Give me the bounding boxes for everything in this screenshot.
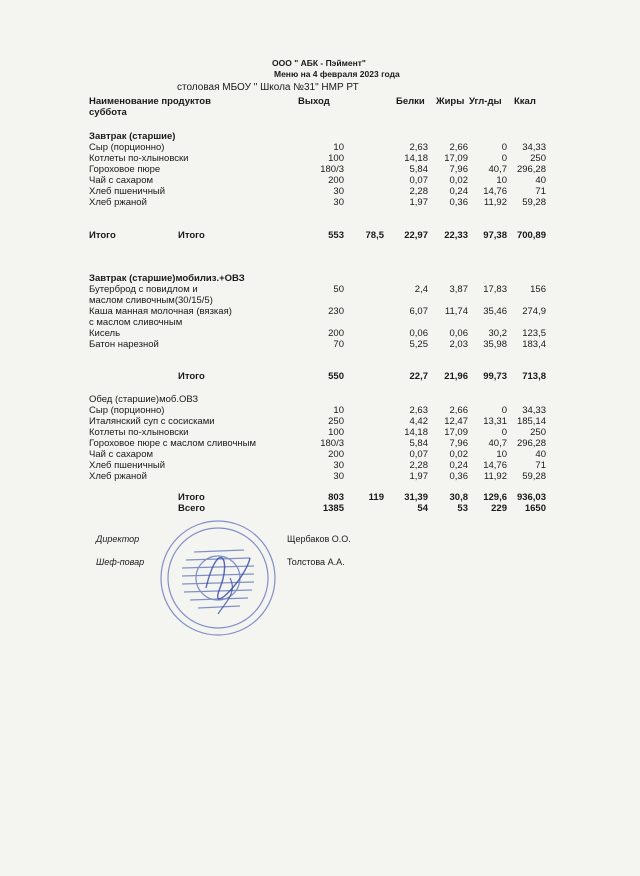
dish-name: Батон нарезной bbox=[89, 339, 159, 350]
dish-fat: 0,02 bbox=[449, 449, 468, 460]
dish-fat: 3,87 bbox=[449, 284, 468, 295]
dish-name-continued: с маслом сливочным bbox=[89, 317, 183, 328]
grand-total-kcal: 1650 bbox=[524, 503, 546, 514]
dish-carbs: 40,7 bbox=[488, 164, 507, 175]
dish-fat: 0,24 bbox=[449, 186, 468, 197]
col-carbs-header: Угл-ды bbox=[469, 96, 502, 107]
grand-total-fat: 53 bbox=[457, 503, 468, 514]
dish-kcal: 34,33 bbox=[522, 142, 546, 153]
dish-kcal: 296,28 bbox=[516, 164, 546, 175]
dish-kcal: 250 bbox=[530, 427, 546, 438]
dish-output: 100 bbox=[328, 427, 344, 438]
dish-fat: 12,47 bbox=[444, 416, 468, 427]
dish-carbs: 35,46 bbox=[483, 306, 507, 317]
total-protein: 22,7 bbox=[409, 371, 428, 382]
dish-kcal: 34,33 bbox=[522, 405, 546, 416]
dish-output: 30 bbox=[333, 460, 344, 471]
col-output-header: Выход bbox=[298, 96, 330, 107]
dish-protein: 0,07 bbox=[409, 449, 428, 460]
dish-fat: 0,02 bbox=[449, 175, 468, 186]
dish-protein: 14,18 bbox=[404, 427, 428, 438]
dish-fat: 0,06 bbox=[449, 328, 468, 339]
total-cost: 78,5 bbox=[365, 230, 384, 241]
dish-carbs: 0 bbox=[501, 153, 507, 164]
director-role: Директор bbox=[96, 534, 140, 544]
dish-carbs: 14,76 bbox=[483, 460, 507, 471]
dish-fat: 7,96 bbox=[449, 164, 468, 175]
section-title: Завтрак (старшие)мобилиз.+ОВЗ bbox=[89, 273, 245, 284]
dish-kcal: 185,14 bbox=[516, 416, 546, 427]
dish-fat: 17,09 bbox=[444, 153, 468, 164]
dish-protein: 2,63 bbox=[409, 142, 428, 153]
company-name: ООО " АБК - Пэймент" bbox=[272, 58, 366, 68]
col-fat-header: Жиры bbox=[436, 96, 465, 107]
dish-name: Котлеты по-хлыновски bbox=[89, 427, 189, 438]
dish-carbs: 11,92 bbox=[483, 471, 507, 482]
dish-kcal: 71 bbox=[535, 186, 546, 197]
dish-name: Котлеты по-хлыновски bbox=[89, 153, 189, 164]
dish-output: 250 bbox=[328, 416, 344, 427]
total-fat: 22,33 bbox=[444, 230, 468, 241]
dish-name: Каша манная молочная (вязкая) bbox=[89, 306, 232, 317]
total-protein: 31,39 bbox=[404, 492, 428, 503]
day-label: суббота bbox=[89, 107, 127, 118]
dish-output: 100 bbox=[328, 153, 344, 164]
dish-protein: 6,07 bbox=[409, 306, 428, 317]
total-kcal: 700,89 bbox=[516, 230, 546, 241]
dish-carbs: 13,31 bbox=[483, 416, 507, 427]
dish-output: 30 bbox=[333, 471, 344, 482]
dish-kcal: 40 bbox=[535, 449, 546, 460]
dish-output: 10 bbox=[333, 142, 344, 153]
total-label: Итого bbox=[178, 492, 205, 503]
dish-fat: 2,66 bbox=[449, 405, 468, 416]
dish-name-continued: маслом сливочным(30/15/5) bbox=[89, 295, 213, 306]
dish-kcal: 156 bbox=[530, 284, 546, 295]
dish-output: 200 bbox=[328, 449, 344, 460]
dish-name: Бутерброд с повидлом и bbox=[89, 284, 198, 295]
dish-protein: 4,42 bbox=[409, 416, 428, 427]
director-name: Щербаков О.О. bbox=[287, 534, 351, 544]
dish-carbs: 17,83 bbox=[483, 284, 507, 295]
col-protein-header: Белки bbox=[396, 96, 425, 107]
section-title: Обед (старшие)моб.ОВЗ bbox=[89, 394, 199, 405]
dish-protein: 5,84 bbox=[409, 164, 428, 175]
dish-name: Чай с сахаром bbox=[89, 175, 154, 186]
dish-kcal: 59,28 bbox=[522, 471, 546, 482]
dish-output: 30 bbox=[333, 186, 344, 197]
dish-name: Италянский суп с сосисками bbox=[89, 416, 215, 427]
dish-kcal: 123,5 bbox=[522, 328, 546, 339]
col-kcal-header: Ккал bbox=[514, 96, 536, 107]
dish-kcal: 71 bbox=[535, 460, 546, 471]
grand-total-protein: 54 bbox=[417, 503, 428, 514]
dish-fat: 0,36 bbox=[449, 471, 468, 482]
dish-carbs: 11,92 bbox=[483, 197, 507, 208]
dish-output: 30 bbox=[333, 197, 344, 208]
total-output: 550 bbox=[328, 371, 344, 382]
dish-kcal: 40 bbox=[535, 175, 546, 186]
dish-output: 10 bbox=[333, 405, 344, 416]
col-name-header: Наименование продуктов bbox=[89, 96, 211, 107]
dish-protein: 1,97 bbox=[409, 197, 428, 208]
dish-protein: 2,4 bbox=[414, 284, 428, 295]
dish-carbs: 10 bbox=[496, 449, 507, 460]
dish-carbs: 40,7 bbox=[488, 438, 507, 449]
dish-carbs: 0 bbox=[501, 142, 507, 153]
dish-kcal: 274,9 bbox=[522, 306, 546, 317]
dish-output: 200 bbox=[328, 175, 344, 186]
dish-protein: 5,25 bbox=[409, 339, 428, 350]
dish-name: Кисель bbox=[89, 328, 121, 339]
total-output: 803 bbox=[328, 492, 344, 503]
total-carbs: 97,38 bbox=[483, 230, 507, 241]
dish-output: 70 bbox=[333, 339, 344, 350]
dish-protein: 14,18 bbox=[404, 153, 428, 164]
total-label: Итого bbox=[89, 230, 116, 241]
dish-fat: 0,24 bbox=[449, 460, 468, 471]
dish-protein: 2,28 bbox=[409, 460, 428, 471]
grand-total-output: 1385 bbox=[322, 503, 344, 514]
dish-protein: 0,07 bbox=[409, 175, 428, 186]
dish-carbs: 14,76 bbox=[483, 186, 507, 197]
dish-fat: 7,96 bbox=[449, 438, 468, 449]
dish-carbs: 35,98 bbox=[483, 339, 507, 350]
dish-kcal: 59,28 bbox=[522, 197, 546, 208]
dish-protein: 2,63 bbox=[409, 405, 428, 416]
dish-name: Хлеб ржаной bbox=[89, 197, 147, 208]
dish-name: Хлеб ржаной bbox=[89, 471, 147, 482]
dish-kcal: 296,28 bbox=[516, 438, 546, 449]
dish-output: 50 bbox=[333, 284, 344, 295]
dish-carbs: 10 bbox=[496, 175, 507, 186]
dish-kcal: 250 bbox=[530, 153, 546, 164]
dish-kcal: 183,4 bbox=[522, 339, 546, 350]
total-protein: 22,97 bbox=[404, 230, 428, 241]
dish-protein: 0,06 bbox=[409, 328, 428, 339]
section-title: Завтрак (старшие) bbox=[89, 131, 176, 142]
total-carbs: 99,73 bbox=[483, 371, 507, 382]
canteen-name: столовая МБОУ " Школа №31" НМР РТ bbox=[177, 82, 359, 93]
signature-scribble bbox=[206, 558, 250, 599]
total-kcal: 713,8 bbox=[522, 371, 546, 382]
dish-carbs: 0 bbox=[501, 427, 507, 438]
total-kcal: 936,03 bbox=[516, 492, 546, 503]
total-fat: 30,8 bbox=[449, 492, 468, 503]
dish-output: 180/3 bbox=[320, 438, 344, 449]
dish-output: 230 bbox=[328, 306, 344, 317]
dish-name: Сыр (порционно) bbox=[89, 142, 165, 153]
dish-name: Хлеб пшеничный bbox=[89, 186, 166, 197]
total-fat: 21,96 bbox=[444, 371, 468, 382]
total-label: Итого bbox=[178, 230, 205, 241]
menu-date: Меню на 4 февраля 2023 года bbox=[274, 69, 400, 79]
dish-output: 180/3 bbox=[320, 164, 344, 175]
dish-name: Хлеб пшеничный bbox=[89, 460, 166, 471]
dish-name: Гороховое пюре с маслом сливочным bbox=[89, 438, 257, 449]
total-cost: 119 bbox=[368, 492, 384, 503]
total-carbs: 129,6 bbox=[483, 492, 507, 503]
dish-fat: 11,74 bbox=[444, 306, 468, 317]
dish-output: 200 bbox=[328, 328, 344, 339]
total-label: Итого bbox=[178, 371, 205, 382]
official-stamp bbox=[158, 518, 278, 638]
total-output: 553 bbox=[328, 230, 344, 241]
grand-total-carbs: 229 bbox=[491, 503, 507, 514]
dish-carbs: 0 bbox=[501, 405, 507, 416]
dish-fat: 2,66 bbox=[449, 142, 468, 153]
dish-carbs: 30,2 bbox=[488, 328, 507, 339]
chef-name: Толстова А.А. bbox=[287, 557, 345, 567]
dish-protein: 2,28 bbox=[409, 186, 428, 197]
dish-name: Сыр (порционно) bbox=[89, 405, 165, 416]
grand-total-label: Всего bbox=[178, 503, 206, 514]
dish-fat: 0,36 bbox=[449, 197, 468, 208]
dish-protein: 5,84 bbox=[409, 438, 428, 449]
dish-fat: 2,03 bbox=[449, 339, 468, 350]
dish-name: Чай с сахаром bbox=[89, 449, 154, 460]
dish-fat: 17,09 bbox=[444, 427, 468, 438]
dish-name: Гороховое пюре bbox=[89, 164, 161, 175]
chef-role: Шеф-повар bbox=[96, 557, 145, 567]
dish-protein: 1,97 bbox=[409, 471, 428, 482]
